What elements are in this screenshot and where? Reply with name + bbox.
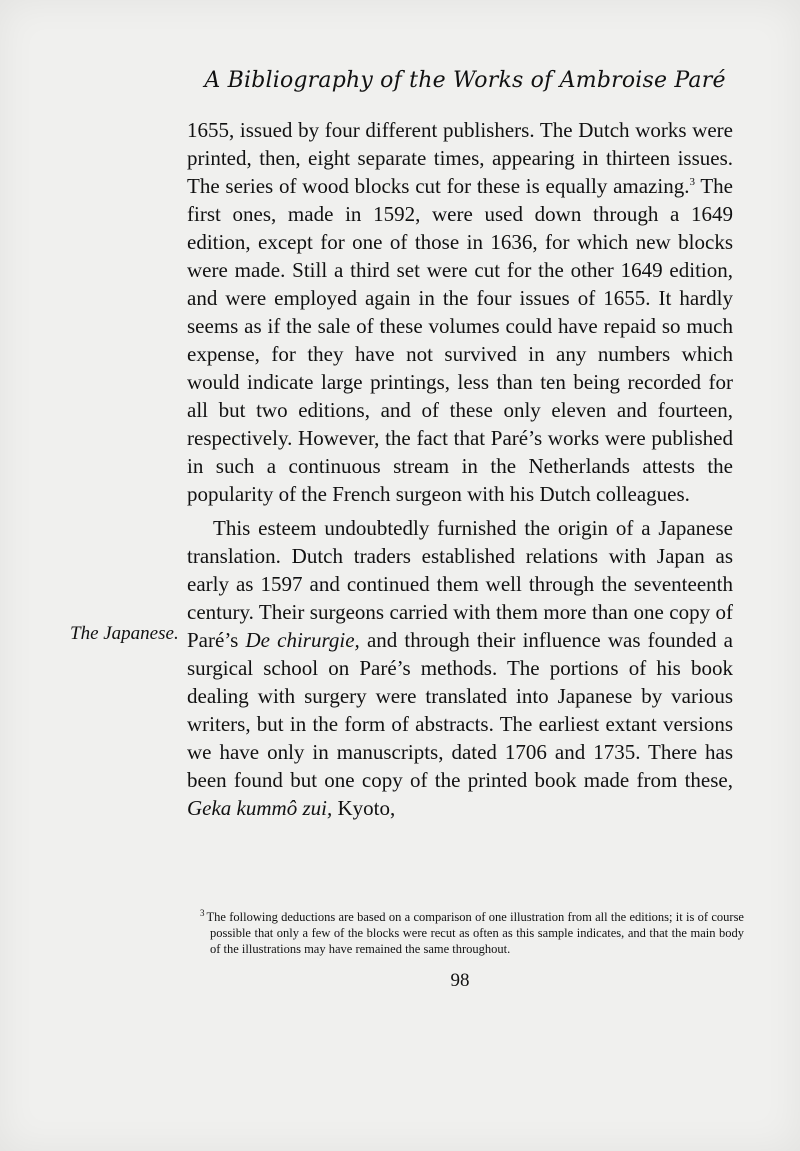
footnote-number: 3 <box>200 907 205 918</box>
book-title-geka-kummo-zui: Geka kummô zui, <box>187 796 333 820</box>
paragraph-1-text-a: 1655, issued by four different publishers. The Dutch works were printed, then, eight separate times, appearing in thirteen issues. The series of wood blocks cut for these is equally amazing. <box>187 118 733 198</box>
paragraph-2-text-b: and through their influence was founded a surgical school on Paré’s methods. The portions of his book dealing with surgery were translated into Japanese by various writers, but in the form of abstracts. The earliest extant versions we have only in manuscripts, dated 1706 and 1735. There has been found but one copy of the printed book made from these, <box>187 628 733 792</box>
footnote-reference: 3 <box>689 176 695 188</box>
body-text <box>187 116 733 822</box>
paragraph-2-text-c: Kyoto, <box>332 796 396 820</box>
page-number: 98 <box>450 970 470 991</box>
footnote-text: The following deductions are based on a comparison of one illustration from all the editions; it is of course possible that only a few of the blocks were recut as often as this sample indicates, and that the main body of the illustrations may have remained the same throughout. <box>206 910 744 956</box>
footnote <box>200 909 744 957</box>
running-head: A Bibliography of the Works of Ambroise Paré <box>204 68 726 93</box>
paragraph-1-text-b: The first ones, made in 1592, were used down through a 1649 edition, except for one of those in 1636, for which new blocks were made. Still a third set were cut for the other 1649 edition, and were employed again in the four issues of 1655. It hardly seems as if the sale of these volumes could have repaid so much expense, for they have not survived in any numbers which would indicate large printings, less than ten being recorded for all but two editions, and of these only eleven and fourteen, respectively. However, the fact that Paré’s works were published in such a continuous stream in the Netherlands attests the popularity of the French surgeon with his Dutch colleagues. <box>187 174 733 506</box>
paragraph-2-text-a: This esteem undoubtedly furnished the origin of a Japanese translation. Dutch traders established relations with Japan as early as 1597 and continued them well through the seventeenth century. Their surgeons carried with them more than one copy of Paré’s <box>187 516 733 652</box>
paragraph-1 <box>187 116 733 508</box>
paragraph-2 <box>187 514 733 822</box>
book-title-de-chirurgie: De chirurgie, <box>245 628 360 652</box>
margin-note: The Japanese. <box>70 623 179 644</box>
